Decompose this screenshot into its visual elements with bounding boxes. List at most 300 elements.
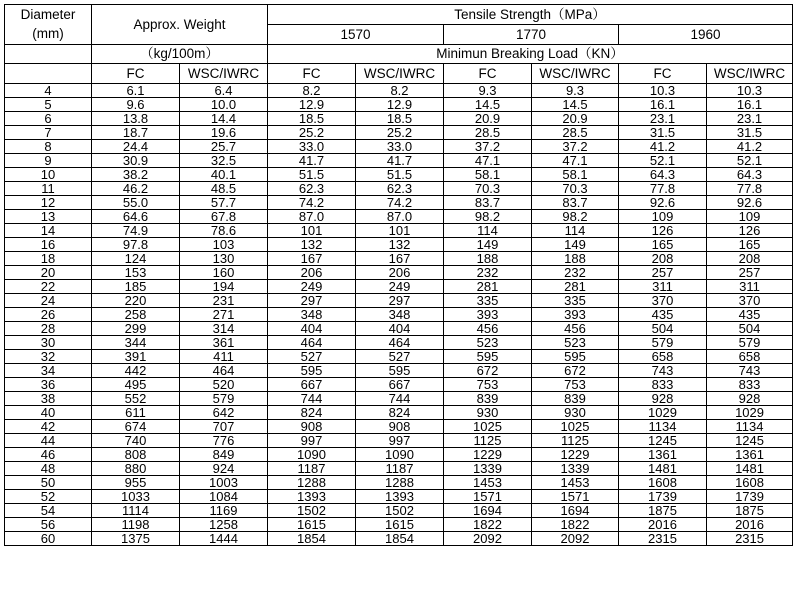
load-1960-wsc-cell: 16.1	[707, 98, 793, 112]
load-1960-wsc-cell: 1739	[707, 490, 793, 504]
weight-fc-cell: 46.2	[92, 182, 180, 196]
load-1770-fc-cell: 232	[444, 266, 532, 280]
load-1570-fc-cell: 87.0	[268, 210, 356, 224]
diameter-cell: 36	[5, 378, 92, 392]
diameter-cell: 5	[5, 98, 92, 112]
load-1570-wsc-cell: 12.9	[356, 98, 444, 112]
diameter-blank-cell	[5, 45, 92, 64]
load-1770-wsc-cell: 930	[532, 406, 619, 420]
load-1960-fc-cell: 1134	[619, 420, 707, 434]
weight-fc-cell: 30.9	[92, 154, 180, 168]
load-1770-fc-cell: 20.9	[444, 112, 532, 126]
weight-wsc-cell: 642	[180, 406, 268, 420]
diameter-cell: 9	[5, 154, 92, 168]
load-1960-fc-cell: 31.5	[619, 126, 707, 140]
load-1570-fc-cell: 206	[268, 266, 356, 280]
load-1570-wsc-cell: 464	[356, 336, 444, 350]
load-1960-fc-cell: 311	[619, 280, 707, 294]
fc-header: FC	[268, 64, 356, 84]
load-1960-fc-cell: 109	[619, 210, 707, 224]
load-1570-wsc-cell: 667	[356, 378, 444, 392]
load-1570-wsc-cell: 167	[356, 252, 444, 266]
load-1770-wsc-cell: 1822	[532, 518, 619, 532]
load-1960-wsc-cell: 658	[707, 350, 793, 364]
load-1960-fc-cell: 16.1	[619, 98, 707, 112]
table-row	[5, 182, 793, 196]
load-1960-wsc-cell: 1245	[707, 434, 793, 448]
weight-fc-cell: 18.7	[92, 126, 180, 140]
load-1960-fc-cell: 257	[619, 266, 707, 280]
diameter-cell: 56	[5, 518, 92, 532]
diameter-cell: 32	[5, 350, 92, 364]
load-1770-wsc-cell: 456	[532, 322, 619, 336]
table-row	[5, 448, 793, 462]
weight-wsc-cell: 14.4	[180, 112, 268, 126]
load-1770-fc-cell: 1125	[444, 434, 532, 448]
table-row	[5, 406, 793, 420]
diameter-cell: 50	[5, 476, 92, 490]
table-row	[5, 252, 793, 266]
load-1570-fc-cell: 1615	[268, 518, 356, 532]
diameter-cell: 28	[5, 322, 92, 336]
load-1570-fc-cell: 132	[268, 238, 356, 252]
weight-wsc-cell: 10.0	[180, 98, 268, 112]
load-1570-wsc-cell: 74.2	[356, 196, 444, 210]
load-1570-fc-cell: 1187	[268, 462, 356, 476]
weight-fc-cell: 880	[92, 462, 180, 476]
tensile-strength-header: Tensile Strength（MPa）	[268, 5, 793, 25]
load-1770-fc-cell: 83.7	[444, 196, 532, 210]
load-1960-fc-cell: 2315	[619, 532, 707, 546]
load-1770-wsc-cell: 98.2	[532, 210, 619, 224]
table-row	[5, 350, 793, 364]
table-row	[5, 434, 793, 448]
weight-fc-cell: 97.8	[92, 238, 180, 252]
load-1770-fc-cell: 753	[444, 378, 532, 392]
load-1960-wsc-cell: 1361	[707, 448, 793, 462]
diameter-cell: 10	[5, 168, 92, 182]
load-1960-wsc-cell: 579	[707, 336, 793, 350]
table-header	[5, 5, 793, 84]
load-1570-wsc-cell: 744	[356, 392, 444, 406]
table-row	[5, 126, 793, 140]
load-1960-fc-cell: 165	[619, 238, 707, 252]
load-1570-wsc-cell: 51.5	[356, 168, 444, 182]
approx-weight-header: Approx. Weight	[92, 5, 268, 45]
table-row	[5, 364, 793, 378]
weight-fc-cell: 495	[92, 378, 180, 392]
weight-fc-cell: 1375	[92, 532, 180, 546]
load-1960-wsc-cell: 1134	[707, 420, 793, 434]
load-1570-fc-cell: 62.3	[268, 182, 356, 196]
wsc-iwrc-header: WSC/IWRC	[707, 64, 793, 84]
weight-wsc-cell: 67.8	[180, 210, 268, 224]
load-1960-fc-cell: 435	[619, 308, 707, 322]
load-1770-wsc-cell: 281	[532, 280, 619, 294]
table-row	[5, 98, 793, 112]
load-1960-wsc-cell: 833	[707, 378, 793, 392]
load-1960-wsc-cell: 109	[707, 210, 793, 224]
diameter-cell: 26	[5, 308, 92, 322]
load-1960-fc-cell: 64.3	[619, 168, 707, 182]
load-1960-fc-cell: 92.6	[619, 196, 707, 210]
load-1770-wsc-cell: 1694	[532, 504, 619, 518]
table-row	[5, 476, 793, 490]
load-1770-wsc-cell: 83.7	[532, 196, 619, 210]
load-1770-wsc-cell: 188	[532, 252, 619, 266]
load-1960-wsc-cell: 126	[707, 224, 793, 238]
load-1570-wsc-cell: 8.2	[356, 84, 444, 98]
diameter-cell: 12	[5, 196, 92, 210]
load-1570-wsc-cell: 997	[356, 434, 444, 448]
load-1770-fc-cell: 37.2	[444, 140, 532, 154]
weight-fc-cell: 391	[92, 350, 180, 364]
weight-fc-cell: 6.1	[92, 84, 180, 98]
load-1960-wsc-cell: 41.2	[707, 140, 793, 154]
load-1770-fc-cell: 1822	[444, 518, 532, 532]
weight-wsc-cell: 231	[180, 294, 268, 308]
diameter-cell: 13	[5, 210, 92, 224]
load-1960-wsc-cell: 2315	[707, 532, 793, 546]
load-1770-wsc-cell: 753	[532, 378, 619, 392]
load-1770-fc-cell: 281	[444, 280, 532, 294]
load-1570-wsc-cell: 297	[356, 294, 444, 308]
weight-wsc-cell: 78.6	[180, 224, 268, 238]
diameter-cell: 6	[5, 112, 92, 126]
wsc-iwrc-header: WSC/IWRC	[356, 64, 444, 84]
load-1770-fc-cell: 2092	[444, 532, 532, 546]
load-1570-fc-cell: 41.7	[268, 154, 356, 168]
weight-wsc-cell: 19.6	[180, 126, 268, 140]
load-1570-wsc-cell: 132	[356, 238, 444, 252]
table-row	[5, 392, 793, 406]
load-1960-wsc-cell: 165	[707, 238, 793, 252]
load-1570-fc-cell: 595	[268, 364, 356, 378]
table-row	[5, 196, 793, 210]
table-row	[5, 308, 793, 322]
table-row	[5, 490, 793, 504]
weight-fc-cell: 1198	[92, 518, 180, 532]
load-1570-fc-cell: 744	[268, 392, 356, 406]
load-1960-fc-cell: 1361	[619, 448, 707, 462]
load-1570-fc-cell: 51.5	[268, 168, 356, 182]
load-1570-fc-cell: 527	[268, 350, 356, 364]
weight-fc-cell: 740	[92, 434, 180, 448]
load-1960-wsc-cell: 311	[707, 280, 793, 294]
table-row	[5, 84, 793, 98]
grade-1570-header: 1570	[268, 25, 444, 45]
load-1770-wsc-cell: 14.5	[532, 98, 619, 112]
diameter-cell: 54	[5, 504, 92, 518]
load-1770-wsc-cell: 47.1	[532, 154, 619, 168]
load-1770-wsc-cell: 232	[532, 266, 619, 280]
load-1960-fc-cell: 1029	[619, 406, 707, 420]
load-1960-wsc-cell: 23.1	[707, 112, 793, 126]
weight-wsc-cell: 48.5	[180, 182, 268, 196]
load-1770-wsc-cell: 58.1	[532, 168, 619, 182]
table-row	[5, 322, 793, 336]
load-1570-fc-cell: 824	[268, 406, 356, 420]
diameter-label: Diameter	[20, 7, 76, 23]
load-1960-wsc-cell: 208	[707, 252, 793, 266]
load-1770-wsc-cell: 1339	[532, 462, 619, 476]
table-row	[5, 518, 793, 532]
load-1570-fc-cell: 297	[268, 294, 356, 308]
load-1570-wsc-cell: 348	[356, 308, 444, 322]
weight-wsc-cell: 1169	[180, 504, 268, 518]
load-1770-fc-cell: 335	[444, 294, 532, 308]
load-1570-fc-cell: 33.0	[268, 140, 356, 154]
load-1960-wsc-cell: 928	[707, 392, 793, 406]
load-1960-fc-cell: 579	[619, 336, 707, 350]
diameter-cell: 40	[5, 406, 92, 420]
diameter-cell: 34	[5, 364, 92, 378]
diameter-cell: 46	[5, 448, 92, 462]
load-1570-fc-cell: 8.2	[268, 84, 356, 98]
load-1960-fc-cell: 1245	[619, 434, 707, 448]
weight-wsc-cell: 25.7	[180, 140, 268, 154]
weight-wsc-cell: 40.1	[180, 168, 268, 182]
load-1570-fc-cell: 464	[268, 336, 356, 350]
diameter-cell: 8	[5, 140, 92, 154]
load-1570-fc-cell: 1090	[268, 448, 356, 462]
load-1570-fc-cell: 667	[268, 378, 356, 392]
weight-wsc-cell: 707	[180, 420, 268, 434]
grade-1770-header: 1770	[444, 25, 619, 45]
diameter-cell: 48	[5, 462, 92, 476]
load-1770-fc-cell: 930	[444, 406, 532, 420]
load-1570-wsc-cell: 1288	[356, 476, 444, 490]
weight-wsc-cell: 32.5	[180, 154, 268, 168]
load-1570-fc-cell: 1393	[268, 490, 356, 504]
load-1770-fc-cell: 1571	[444, 490, 532, 504]
diameter-blank-cell	[5, 64, 92, 84]
load-1770-fc-cell: 1339	[444, 462, 532, 476]
table-row	[5, 294, 793, 308]
load-1770-wsc-cell: 149	[532, 238, 619, 252]
load-1570-fc-cell: 404	[268, 322, 356, 336]
weight-fc-cell: 344	[92, 336, 180, 350]
diameter-cell: 22	[5, 280, 92, 294]
load-1770-wsc-cell: 595	[532, 350, 619, 364]
wsc-iwrc-header: WSC/IWRC	[532, 64, 619, 84]
load-1960-fc-cell: 41.2	[619, 140, 707, 154]
load-1770-wsc-cell: 839	[532, 392, 619, 406]
weight-wsc-cell: 411	[180, 350, 268, 364]
load-1770-fc-cell: 188	[444, 252, 532, 266]
weight-wsc-cell: 1444	[180, 532, 268, 546]
diameter-cell: 60	[5, 532, 92, 546]
load-1770-wsc-cell: 1125	[532, 434, 619, 448]
load-1770-fc-cell: 149	[444, 238, 532, 252]
min-breaking-load-header: Minimun Breaking Load（KN）	[268, 45, 793, 64]
diameter-cell: 18	[5, 252, 92, 266]
weight-fc-cell: 153	[92, 266, 180, 280]
load-1960-wsc-cell: 1029	[707, 406, 793, 420]
load-1770-wsc-cell: 2092	[532, 532, 619, 546]
load-1770-wsc-cell: 28.5	[532, 126, 619, 140]
load-1960-wsc-cell: 743	[707, 364, 793, 378]
fc-header: FC	[444, 64, 532, 84]
load-1770-fc-cell: 393	[444, 308, 532, 322]
load-1770-wsc-cell: 335	[532, 294, 619, 308]
load-1570-fc-cell: 18.5	[268, 112, 356, 126]
weight-wsc-cell: 1003	[180, 476, 268, 490]
load-1960-fc-cell: 833	[619, 378, 707, 392]
load-1960-fc-cell: 77.8	[619, 182, 707, 196]
wsc-iwrc-header: WSC/IWRC	[180, 64, 268, 84]
load-1960-wsc-cell: 257	[707, 266, 793, 280]
load-1570-wsc-cell: 404	[356, 322, 444, 336]
load-1570-wsc-cell: 62.3	[356, 182, 444, 196]
load-1570-wsc-cell: 87.0	[356, 210, 444, 224]
load-1960-fc-cell: 126	[619, 224, 707, 238]
load-1770-wsc-cell: 9.3	[532, 84, 619, 98]
weight-wsc-cell: 849	[180, 448, 268, 462]
weight-wsc-cell: 160	[180, 266, 268, 280]
load-1770-wsc-cell: 393	[532, 308, 619, 322]
load-1960-wsc-cell: 504	[707, 322, 793, 336]
load-1770-wsc-cell: 672	[532, 364, 619, 378]
weight-wsc-cell: 314	[180, 322, 268, 336]
load-1770-fc-cell: 58.1	[444, 168, 532, 182]
weight-wsc-cell: 579	[180, 392, 268, 406]
load-1770-wsc-cell: 1229	[532, 448, 619, 462]
load-1770-wsc-cell: 37.2	[532, 140, 619, 154]
load-1960-wsc-cell: 1481	[707, 462, 793, 476]
load-1570-wsc-cell: 101	[356, 224, 444, 238]
weight-unit-header: （kg/100m）	[92, 45, 268, 64]
load-1960-fc-cell: 743	[619, 364, 707, 378]
load-1770-fc-cell: 672	[444, 364, 532, 378]
load-1570-fc-cell: 1854	[268, 532, 356, 546]
diameter-cell: 30	[5, 336, 92, 350]
table-row	[5, 462, 793, 476]
weight-fc-cell: 55.0	[92, 196, 180, 210]
table-row	[5, 168, 793, 182]
load-1960-wsc-cell: 31.5	[707, 126, 793, 140]
weight-fc-cell: 64.6	[92, 210, 180, 224]
weight-fc-cell: 1114	[92, 504, 180, 518]
load-1960-wsc-cell: 1875	[707, 504, 793, 518]
load-1770-fc-cell: 1453	[444, 476, 532, 490]
load-1960-fc-cell: 658	[619, 350, 707, 364]
weight-wsc-cell: 6.4	[180, 84, 268, 98]
load-1570-wsc-cell: 249	[356, 280, 444, 294]
diameter-unit: (mm)	[32, 25, 64, 41]
load-1960-fc-cell: 1739	[619, 490, 707, 504]
diameter-cell: 20	[5, 266, 92, 280]
load-1770-fc-cell: 1025	[444, 420, 532, 434]
load-1570-wsc-cell: 33.0	[356, 140, 444, 154]
load-1960-wsc-cell: 92.6	[707, 196, 793, 210]
load-1570-wsc-cell: 1854	[356, 532, 444, 546]
table-row	[5, 420, 793, 434]
load-1770-fc-cell: 98.2	[444, 210, 532, 224]
load-1960-fc-cell: 10.3	[619, 84, 707, 98]
diameter-cell: 38	[5, 392, 92, 406]
table-row	[5, 238, 793, 252]
diameter-cell: 24	[5, 294, 92, 308]
load-1960-fc-cell: 1608	[619, 476, 707, 490]
load-1570-wsc-cell: 1187	[356, 462, 444, 476]
weight-fc-cell: 808	[92, 448, 180, 462]
load-1960-wsc-cell: 52.1	[707, 154, 793, 168]
load-1770-fc-cell: 70.3	[444, 182, 532, 196]
load-1960-wsc-cell: 64.3	[707, 168, 793, 182]
weight-fc-cell: 13.8	[92, 112, 180, 126]
table-row	[5, 210, 793, 224]
weight-fc-cell: 1033	[92, 490, 180, 504]
load-1570-fc-cell: 1502	[268, 504, 356, 518]
load-1770-fc-cell: 595	[444, 350, 532, 364]
weight-fc-cell: 220	[92, 294, 180, 308]
load-1770-wsc-cell: 70.3	[532, 182, 619, 196]
table-body	[5, 84, 793, 546]
diameter-cell: 7	[5, 126, 92, 140]
load-1770-fc-cell: 1694	[444, 504, 532, 518]
load-1770-fc-cell: 839	[444, 392, 532, 406]
load-1770-fc-cell: 9.3	[444, 84, 532, 98]
load-1570-fc-cell: 167	[268, 252, 356, 266]
load-1770-wsc-cell: 1025	[532, 420, 619, 434]
table-row	[5, 154, 793, 168]
load-1570-fc-cell: 12.9	[268, 98, 356, 112]
load-1570-fc-cell: 249	[268, 280, 356, 294]
weight-wsc-cell: 1084	[180, 490, 268, 504]
load-1570-wsc-cell: 1502	[356, 504, 444, 518]
load-1960-fc-cell: 208	[619, 252, 707, 266]
weight-fc-cell: 124	[92, 252, 180, 266]
diameter-cell: 16	[5, 238, 92, 252]
weight-wsc-cell: 1258	[180, 518, 268, 532]
weight-fc-cell: 258	[92, 308, 180, 322]
load-1570-fc-cell: 25.2	[268, 126, 356, 140]
load-1770-wsc-cell: 114	[532, 224, 619, 238]
weight-fc-cell: 38.2	[92, 168, 180, 182]
load-1960-wsc-cell: 370	[707, 294, 793, 308]
weight-wsc-cell: 130	[180, 252, 268, 266]
weight-wsc-cell: 776	[180, 434, 268, 448]
weight-fc-cell: 299	[92, 322, 180, 336]
diameter-cell: 4	[5, 84, 92, 98]
load-1570-wsc-cell: 25.2	[356, 126, 444, 140]
load-1960-wsc-cell: 435	[707, 308, 793, 322]
load-1570-wsc-cell: 527	[356, 350, 444, 364]
table-row	[5, 224, 793, 238]
load-1570-wsc-cell: 824	[356, 406, 444, 420]
load-1770-fc-cell: 114	[444, 224, 532, 238]
load-1570-wsc-cell: 1090	[356, 448, 444, 462]
weight-wsc-cell: 57.7	[180, 196, 268, 210]
table-row	[5, 532, 793, 546]
load-1570-fc-cell: 101	[268, 224, 356, 238]
fc-header: FC	[92, 64, 180, 84]
weight-wsc-cell: 103	[180, 238, 268, 252]
load-1960-fc-cell: 23.1	[619, 112, 707, 126]
load-1570-fc-cell: 1288	[268, 476, 356, 490]
load-1570-wsc-cell: 18.5	[356, 112, 444, 126]
diameter-cell: 14	[5, 224, 92, 238]
load-1960-fc-cell: 370	[619, 294, 707, 308]
grade-1960-header: 1960	[619, 25, 793, 45]
load-1770-fc-cell: 456	[444, 322, 532, 336]
load-1960-fc-cell: 1481	[619, 462, 707, 476]
load-1570-wsc-cell: 206	[356, 266, 444, 280]
load-1960-wsc-cell: 2016	[707, 518, 793, 532]
load-1570-fc-cell: 348	[268, 308, 356, 322]
table-row	[5, 336, 793, 350]
